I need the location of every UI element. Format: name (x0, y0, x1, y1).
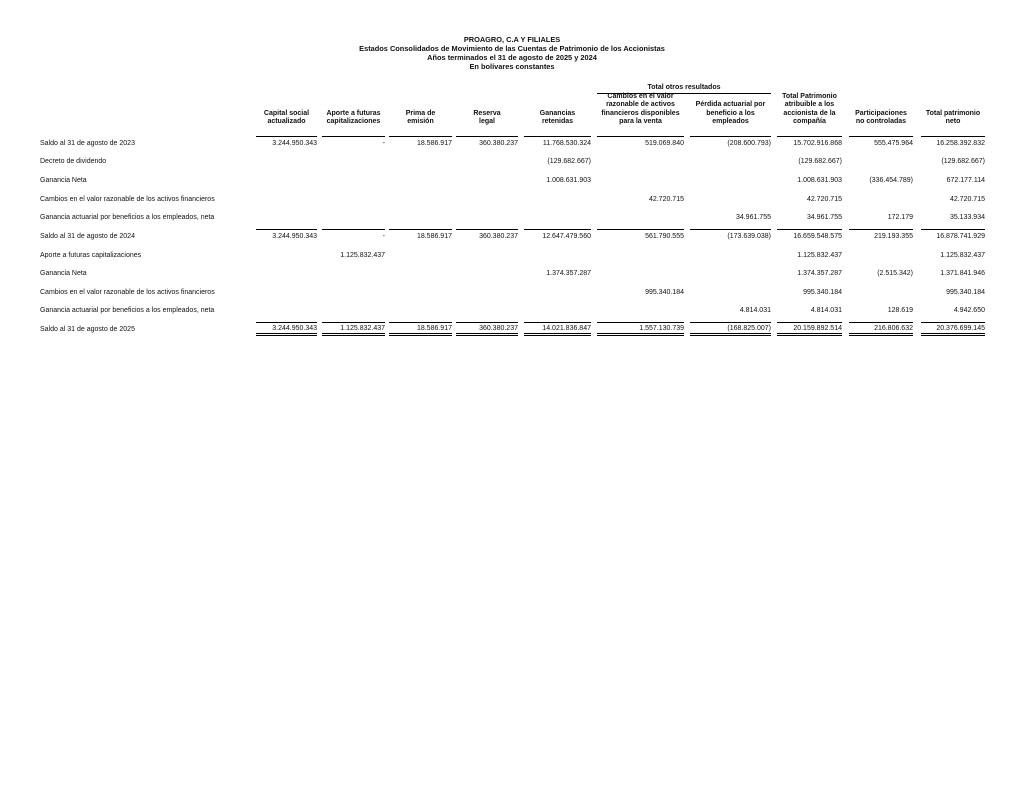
col-header-line: emisión (407, 118, 434, 126)
col-header-line: atribuible a los (784, 101, 835, 109)
cell-total-patrimonio-neto: 1.371.841.946 (940, 270, 985, 277)
cell-ganancias-retenidas: 1.008.631.903 (546, 177, 591, 184)
cell-total-atribuible: 995.340.184 (803, 289, 842, 296)
cell-total-atribuible: 1.374.357.287 (797, 270, 842, 277)
cell-total-patrimonio-neto: 16.258.392.832 (921, 136, 985, 147)
cell-total-atribuible: 4.814.031 (810, 307, 842, 314)
cell-reserva-legal: 360.380.237 (456, 136, 518, 147)
cell-total-patrimonio-neto: 995.340.184 (946, 289, 985, 296)
cell-total-atribuible: 1.008.631.903 (797, 177, 842, 184)
col-header-line: razonable de activos (606, 101, 675, 109)
cell-total-atribuible: 16.659.548.575 (777, 229, 842, 240)
cell-participaciones-no-controladas: 216.806.632 (849, 322, 913, 336)
cell-aporte-futuras: - (322, 229, 385, 240)
cell-ganancias-retenidas: (129.682.667) (547, 158, 591, 165)
cell-prima-emision: 18.586.917 (389, 322, 452, 336)
row-label: Cambios en el valor razonable de los activos financieros (40, 289, 215, 296)
col-header-total-atribuible (777, 93, 842, 127)
cell-perdida-actuarial: (168.825.007) (690, 322, 771, 336)
cell-total-patrimonio-neto: 672.177.114 (946, 177, 985, 184)
row-label: Ganancia Neta (40, 270, 87, 277)
row-label: Ganancia actuarial por beneficios a los empleados, neta (40, 307, 215, 314)
row-label: Decreto de dividendo (40, 158, 107, 165)
row-label: Aporte a futuras capitalizaciones (40, 252, 142, 259)
cell-ganancias-retenidas: 1.374.357.287 (546, 270, 591, 277)
col-header-cambios-valor-razonable (597, 93, 684, 127)
cell-prima-emision: 18.586.917 (389, 136, 452, 147)
col-header-capital-social (256, 110, 317, 127)
cell-cambios-valor-razonable: 561.790.555 (597, 229, 684, 240)
col-header-ganancias-retenidas (524, 110, 591, 127)
cell-perdida-actuarial: (208.600.793) (690, 136, 771, 147)
col-header-line: Prima de (405, 109, 436, 117)
col-header-line: para la venta (619, 118, 662, 126)
cell-ganancias-retenidas: 11.768.530.324 (524, 136, 591, 147)
col-header-perdida-actuarial (690, 101, 771, 127)
cell-participaciones-no-controladas: 219.193.355 (849, 229, 913, 240)
cell-reserva-legal: 360.380.237 (456, 322, 518, 336)
statement-period: Años terminados el 31 de agosto de 2025 y 2024 (427, 53, 597, 62)
cell-ganancias-retenidas: 14.021.836.847 (524, 322, 591, 336)
cell-reserva-legal: 360.380.237 (456, 229, 518, 240)
col-header-line: Participaciones (855, 109, 907, 117)
row-label: Saldo al 31 de agosto de 2025 (40, 326, 135, 333)
col-header-line: Ganancias (539, 109, 576, 117)
cell-total-atribuible: (129.682.667) (798, 158, 842, 165)
company-name: PROAGRO, C.A Y FILIALES (463, 35, 561, 44)
col-header-line: empleados (712, 118, 749, 126)
cell-cambios-valor-razonable: 995.340.184 (645, 289, 684, 296)
col-header-line: actualizado (267, 118, 306, 126)
cell-total-patrimonio-neto: 35.133.934 (949, 214, 985, 221)
col-header-total-patrimonio-neto (921, 110, 985, 127)
row-label: Ganancia Neta (40, 177, 87, 184)
col-header-line: accionista de la (783, 109, 836, 117)
cell-cambios-valor-razonable: 519.069.840 (597, 136, 684, 147)
cell-aporte-futuras: 1.125.832.437 (340, 252, 385, 259)
cell-capital-social: 3.244.950.343 (256, 229, 317, 240)
col-header-line: beneficio a los (706, 109, 755, 117)
cell-total-atribuible: 20.159.892.514 (777, 322, 842, 336)
cell-total-patrimonio-neto: (129.682.667) (941, 158, 985, 165)
cell-capital-social: 3.244.950.343 (256, 136, 317, 147)
cell-prima-emision: 18.586.917 (389, 229, 452, 240)
cell-total-patrimonio-neto: 16.878.741.929 (921, 229, 985, 240)
col-header-participaciones-no-controladas (849, 110, 913, 127)
cell-participaciones-no-controladas: 128.619 (887, 307, 913, 314)
col-header-reserva-legal (456, 110, 518, 127)
col-header-prima-emision (389, 110, 452, 127)
col-header-line: no controladas (855, 118, 907, 126)
statement-title: Estados Consolidados de Movimiento de las Cuentas de Patrimonio de los Accionistas (359, 44, 665, 53)
cell-aporte-futuras: - (322, 136, 385, 147)
statement-currency: En bolívares constantes (469, 62, 555, 71)
cell-ganancias-retenidas: 12.647.479.560 (524, 229, 591, 240)
col-header-line: Cambios en el valor (607, 92, 674, 100)
cell-cambios-valor-razonable: 1.557.130.739 (597, 322, 684, 336)
cell-perdida-actuarial: 4.814.031 (739, 307, 771, 314)
cell-participaciones-no-controladas: (2.515.342) (877, 270, 913, 277)
col-header-line: financieros disponibles (601, 109, 680, 117)
cell-cambios-valor-razonable: 42.720.715 (648, 196, 684, 203)
cell-capital-social: 3.244.950.343 (256, 322, 317, 336)
col-header-line: Total patrimonio (925, 109, 981, 117)
row-label: Cambios en el valor razonable de los activos financieros (40, 196, 215, 203)
cell-perdida-actuarial: 34.961.755 (735, 214, 771, 221)
row-label: Saldo al 31 de agosto de 2023 (40, 140, 135, 147)
row-label: Saldo al 31 de agosto de 2024 (40, 233, 135, 240)
cell-total-atribuible: 15.702.916.868 (777, 136, 842, 147)
col-header-line: retenidas (541, 118, 574, 126)
col-header-line: legal (479, 118, 495, 126)
col-header-line: neto (945, 118, 961, 126)
col-header-line: Reserva (473, 109, 501, 117)
col-header-line: Pérdida actuarial por (695, 101, 766, 109)
col-header-aporte-futuras (322, 110, 385, 127)
col-header-line: Aporte a futuras (326, 109, 381, 117)
cell-total-patrimonio-neto: 20.376.699.145 (921, 322, 985, 336)
cell-participaciones-no-controladas: (336.454.789) (869, 177, 913, 184)
row-label: Ganancia actuarial por beneficios a los empleados, neta (40, 214, 215, 221)
col-header-line: compañía (793, 118, 826, 126)
cell-total-patrimonio-neto: 4.942.650 (953, 307, 985, 314)
group-header-other-results: Total otros resultados (647, 84, 721, 91)
cell-total-atribuible: 34.961.755 (806, 214, 842, 221)
cell-perdida-actuarial: (173.639.038) (690, 229, 771, 240)
col-header-line: Capital social (263, 109, 310, 117)
col-header-line: capitalizaciones (326, 118, 381, 126)
col-header-line: Total Patrimonio (782, 92, 837, 100)
cell-total-patrimonio-neto: 1.125.832.437 (940, 252, 985, 259)
cell-aporte-futuras: 1.125.832.437 (322, 322, 385, 336)
cell-total-atribuible: 42.720.715 (806, 196, 842, 203)
cell-total-atribuible: 1.125.832.437 (797, 252, 842, 259)
cell-participaciones-no-controladas: 555.475.964 (849, 136, 913, 147)
cell-participaciones-no-controladas: 172.179 (887, 214, 913, 221)
cell-total-patrimonio-neto: 42.720.715 (949, 196, 985, 203)
